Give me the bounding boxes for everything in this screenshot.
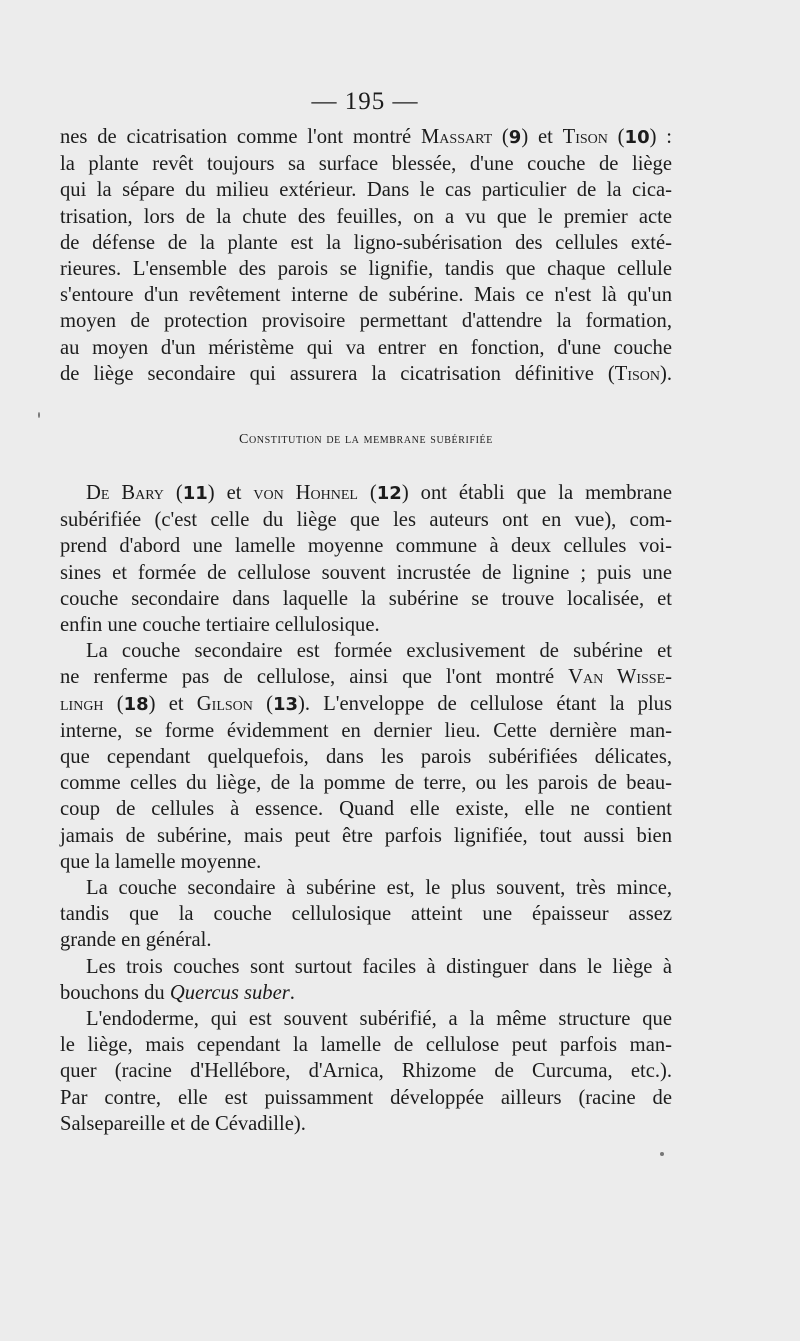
text-line: coup de cellules à essence. Quand elle existe, elle ne contient: [60, 798, 672, 821]
species-name: Quercus suber: [169, 981, 290, 1004]
text-line: s'entoure d'un revêtement interne de subérine. Mais ce n'est là qu'un: [60, 284, 672, 307]
text-line: de défense de la plante est la ligno-subérisation des cellules exté-: [60, 231, 672, 254]
text-line: rieures. L'ensemble des parois se lignifie, tandis que chaque cellule: [60, 258, 672, 281]
text-line: La couche secondaire à subérine est, le plus souvent, très mince,: [86, 877, 672, 900]
paper-speck: [38, 412, 40, 418]
text-line: que cependant quelquefois, dans les parois subérifiées délicates,: [60, 746, 672, 769]
author-name: Gilson: [196, 692, 253, 715]
page-number: — 195 —: [311, 88, 419, 115]
section-heading: Constitution de la membrane subérifiée: [239, 432, 493, 447]
text-line: la plante revêt toujours sa surface blessée, d'une couche de liège: [60, 153, 672, 176]
reference-number: 18: [123, 693, 149, 715]
text-line: au moyen d'un méristème qui va entrer en fonction, d'une couche: [60, 336, 672, 359]
reference-number: 10: [624, 127, 650, 148]
text-line: moyen de protection provisoire permettant d'attendre la formation,: [60, 310, 672, 333]
author-name: Tison: [614, 362, 660, 385]
text-line: La couche secondaire est formée exclusivement de subérine et: [86, 640, 672, 663]
text-line: Les trois couches sont surtout faciles à distinguer dans le liège à: [86, 955, 672, 978]
text-line: lingh (18) et Gilson (13). L'enveloppe de cellulose étant la plus: [60, 692, 672, 715]
text-line: qui la sépare du milieu extérieur. Dans le cas particulier de la cica-: [60, 179, 672, 202]
author-name: De Bary: [86, 482, 164, 504]
paper-speck: [660, 1152, 664, 1156]
text-line: Salsepareille et de Cévadille).: [60, 1112, 306, 1135]
text-line: De Bary (11) et von Hohnel (12) ont établi que la membrane: [86, 482, 672, 504]
main-text: [60, 480, 672, 1137]
text-line: sines et formée de cellulose souvent incrustée de lignine ; puis une: [60, 561, 672, 584]
paragraph-cicatrisation: [60, 124, 672, 387]
text-line: le liège, mais cependant la lamelle de cellulose peut parfois man-: [60, 1034, 672, 1057]
reference-number: 9: [508, 127, 522, 148]
author-name: Tison: [562, 126, 608, 148]
text-line: tandis que la couche cellulosique atteint une épaisseur assez: [60, 903, 672, 926]
text-line: jamais de subérine, mais peut être parfois lignifiée, tout aussi bien: [60, 824, 672, 847]
text-line: que la lamelle moyenne.: [60, 850, 262, 873]
text-line: Par contre, elle est puissamment développée ailleurs (racine de: [60, 1086, 672, 1109]
author-name: Massart: [420, 126, 493, 148]
author-name: Van Wisse-: [568, 666, 672, 689]
text-line: L'endoderme, qui est souvent subérifié, a la même structure que: [86, 1008, 672, 1031]
reference-number: 13: [272, 693, 299, 715]
text-line: prend d'abord une lamelle moyenne commune à deux cellules voi-: [60, 535, 672, 558]
reference-number: 12: [376, 483, 402, 504]
reference-number: 11: [182, 483, 208, 504]
text-line: bouchons du Quercus suber.: [60, 981, 295, 1004]
text-line: grande en général.: [60, 929, 212, 952]
text-line: enfin une couche tertiaire cellulosique.: [60, 614, 380, 637]
text-line: comme celles du liège, de la pomme de terre, ou les parois de beau-: [60, 772, 672, 795]
text-line: ne renferme pas de cellulose, ainsi que l'ont montré Van Wisse-: [60, 666, 672, 689]
text-line: interne, se forme évidemment en dernier lieu. Cette dernière man-: [60, 719, 672, 742]
text-line: de liège secondaire qui assurera la cicatrisation définitive (Tison).: [60, 362, 672, 385]
text-line: trisation, lors de la chute des feuilles, on a vu que le premier acte: [60, 205, 672, 228]
text-line: quer (racine d'Hellébore, d'Arnica, Rhizome de Curcuma, etc.).: [60, 1060, 672, 1083]
author-name: lingh: [60, 692, 104, 715]
author-name: von Hohnel: [253, 482, 358, 504]
text-line: nes de cicatrisation comme l'ont montré Massart (9) et Tison (10) :: [60, 126, 672, 148]
text-line: subérifiée (c'est celle du liège que les auteurs ont en vue), com-: [60, 509, 672, 532]
text-line: couche secondaire dans laquelle la subérine se trouve localisée, et: [60, 587, 672, 610]
